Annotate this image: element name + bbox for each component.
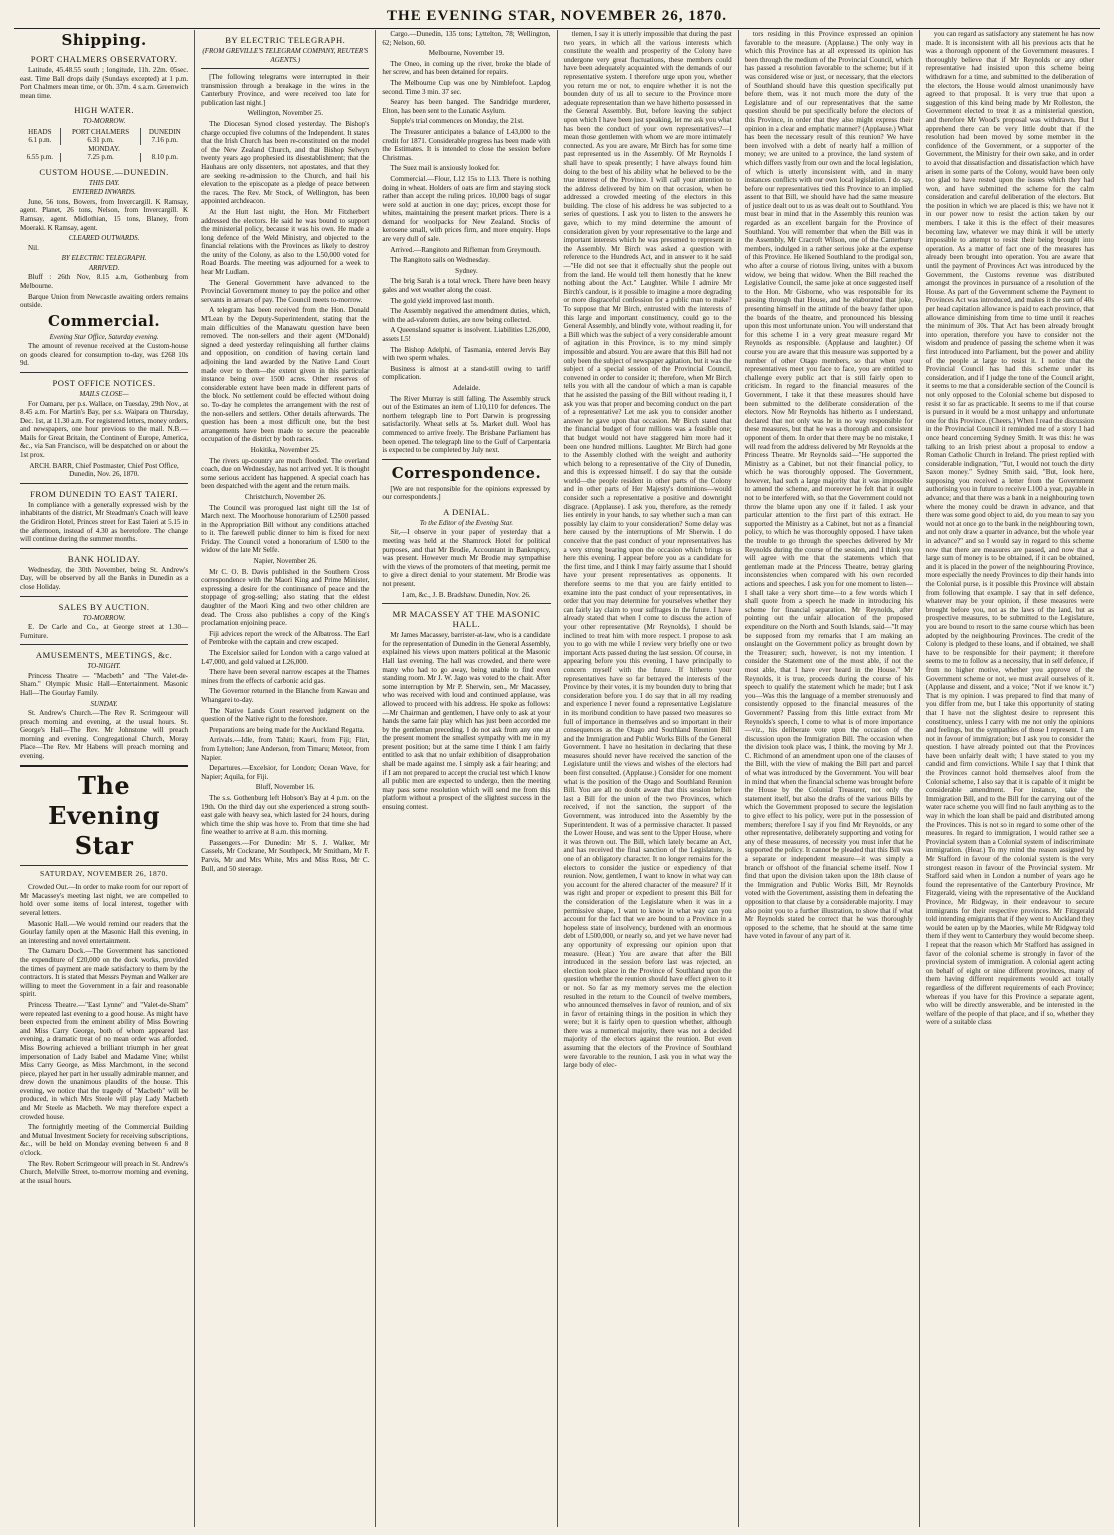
telegraph-heading: BY ELECTRIC TELEGRAPH. <box>225 35 346 45</box>
divider <box>20 865 188 866</box>
divider <box>20 644 188 645</box>
article-paragraph: The Assembly negatived the amendment duties, which, with the ad-valorem duties, are now being collected. <box>382 307 551 324</box>
post-text: For Oamaru, per p.s. Wallace, on Tuesday, 29th Nov., at 8.45 a.m. For Martin's Bay, per s.s. Waipara on Thursday, Dec. 1st, at 11.30 a.m. For registered letters, money orders, and newspapers, one hour previous to the mail. N.B.—Mails for Great Britain, the Continent of Europe, America, &c., via San Francisco, will be despatched on or about the 1st prox. <box>20 399 189 460</box>
commercial-text: The amount of revenue received at the Custom-house on goods cleared for consumption to-day, was £268 10s 9d. <box>20 342 189 368</box>
dateline-christchurch: Christchurch, November 26. <box>244 492 326 501</box>
article-paragraph: Mr C. O. B. Davis published in the Southern Cross correspondence with the Maori King and Prime Minister, expressing a desire for the continuance of peace and the stoppage of grog-selling; also stating that the eldest daughter of the Maori King and two other children are dead. The Cross also publishes a copy of the King's proclamation enjoining peace. <box>201 567 370 628</box>
dateline-wellington: Wellington, November 25. <box>247 109 323 118</box>
article-paragraph: The brig Sarah is a total wreck. There have been heavy gales and wet weather along the coast. <box>382 277 551 295</box>
macassey-text: Mr James Macassey, barrister-at-law, who is a candidate for the representation of Dunedin in the General Assembly, explained his views upon matters political at the Masonic Hall last evening. The hall was crowded, and there were many who had to go away, being unable to find even standing room. Mr J. W. Jago was voted to the chair. After some interruption by Mr P. Sherwin, sen., Mr Macassey, who was received with loud and continued applause, was allowed to proceed with his address. He spoke as follows:—Mr Chairman and gentlemen, I have only to ask at your hands the same fair play which has just been accorded me by the gentleman preceding. I do not ask from any one at the present moment the smallest sympathy with me in my present position; but at the same time I think I am fairly entitled to ask that no unfair exhibition of disapprobation shall be made against me. I simply ask a fair hearing; and if I am not prepared to accept the crucial test which I know all public men are expected to undergo, then the meeting may pass some resolution which will send me from this platform without a prospect of the slightest success in the ensuing contest. <box>382 631 551 812</box>
tide-monday-row <box>20 145 188 154</box>
article-paragraph: The River Murray is still falling. The Assembly struck out of the Estimates an item of L10,110 for defences. The northern telegraph line to Port Darwin is progressing satisfactorily. Wheat sells at 5s. Market dull. Wool has commenced to arrive freely. The Brisbane Parliament has been opened. The telegraph line to the Gulf of Carpentaria is expected to be completed by July next. <box>382 394 551 455</box>
holiday-heading: BANK HOLIDAY. <box>67 553 141 564</box>
paper-title: The Evening Star <box>48 770 160 860</box>
dateline-sydney: Sydney. <box>455 266 478 275</box>
customs-day: THIS DAY. <box>88 178 120 187</box>
dock-text: The Oamaru Dock.—The Government has sanctioned the expenditure of £20,000 on the dock works, provided the times of payment are made satisfactory to them by the contractors. It is stated that Messrs Peyman and Walker are willing to meet the Government in a fair and reasonable spirit. <box>20 947 189 999</box>
telegraph-note: [The following telegrams were interrupted in their transmission through a breakage in the wires in the Canterbury Province, and were received too late for publication last night.] <box>201 73 370 107</box>
article-paragraph: The Governor returned in the Blanche from Kawau and Whangarei to-day. <box>201 687 370 704</box>
auction-heading: SALES BY AUCTION. <box>58 601 150 612</box>
article-paragraph: The Council was prorogued last night till the 1st of March next. The Moorhouse honorarium of L2500 passed in the Appropriation Bill without any conditions attached to it. The farewell public dinner to him is fixed for next Friday. The Council voted a honorarium of L500 to the widow of the late Mr Selfe. <box>201 503 370 555</box>
divider <box>382 603 550 604</box>
article-paragraph: The Oneo, in coming up the river, broke the blade of her screw, and has been detained for repairs. <box>382 59 551 77</box>
auction-text: E. De Carle and Co., at George street at 1.30—Furniture. <box>20 623 189 640</box>
divider <box>20 483 188 484</box>
article-paragraph: The Native Lands Court reserved judgment on the question of the Native right to the foreshore. <box>201 706 370 724</box>
holiday-text: Wednesday, the 30th November, being St. Andrew's Day, will be observed by all the Banks in Dunedin as a close Holiday. <box>20 565 189 591</box>
article-paragraph: Supple's trial commences on Monday, the 21st. <box>390 117 524 126</box>
entered-heading: ENTERED INWARDS. <box>72 188 136 197</box>
observatory-text: Latitude, 45.48.55 south ; longitude, 11h. 22m. 05sec. east. Time Ball drops daily (Sundays excepted) at 1 p.m. Port Chalmers mean time, or 0h. 37m. 4 s.a.m. Greenwich mean time. <box>20 66 189 100</box>
telegraph-heading-1: BY ELECTRIC TELEGRAPH. <box>61 254 147 263</box>
correspondence-note: [We are not responsible for the opinions expressed by our correspondents.] <box>382 484 551 502</box>
tide-monday: MONDAY. <box>88 144 120 153</box>
taieri-heading: FROM DUNEDIN TO EAST TAIERI. <box>30 488 179 499</box>
dateline-hokitika: Hokitika, November 25. <box>250 445 320 454</box>
tide-cell: 7.25 p.m. <box>60 153 141 162</box>
article-paragraph: Arrived.—Rangitoto and Rifleman from Greymouth. <box>390 245 541 254</box>
scrimgeour-text: The Rev. Robert Scrimgeour will preach in St. Andrew's Church, Melville Street, to-morrow morning and evening, at the usual hours. <box>20 1159 189 1185</box>
article-paragraph: The rivers up-country are much flooded. The overland coach, due on Wednesday, has not arrived yet. It is thought some serious accident has happened. A special coach has been despatched with the agent and the return mails. <box>201 456 370 491</box>
article-paragraph: The Diocesan Synod closed yesterday. The Bishop's charge occupied five columns of the Independent. It states that the Irish Church has been re-constituted on the model of the New Zealand Church, and that Bishop Selwyn twenty years ago prophesied its disestablishment; that the Hauhaus are only dissenters, not apostates, and that they are seeking re-admission to the Church, and hail his elevation to the episcopate as a pledge of peace between the races. The Rev. Mr Stock, of Wellington, has been appointed archdeacon. <box>201 119 370 206</box>
article-paragraph: The gold yield improved last month. <box>390 296 494 305</box>
column-6 <box>920 30 1100 1527</box>
correspondence-heading: Correspondence. <box>391 463 542 482</box>
high-water-heading: HIGH WATER. <box>74 105 134 116</box>
article-paragraph: The Bishop Adelphi, of Tasmania, entered Jervis Bay with two sperm whales. <box>382 345 551 363</box>
cleared-heading: CLEARED OUTWARDS. <box>68 234 140 243</box>
amusements-text: Princess Theatre — "Macbeth" and "The Valet-de-Sham." Olympic Music Hall—Entertainment. Masonic Hall—The Gourlay Family. <box>20 671 189 697</box>
divider <box>201 68 369 69</box>
speech-continued: you can regard as satisfactory any statement he has now made. It is inconsistent with all his previous acts that he was a thorough opponent of the Government measures. I thoroughly believe that if Mr Reynolds or any other representative had insisted upon this scheme being withdrawn for a time, and submitted to the deliberation of the electors, the House would almost unanimously have agreed to that proposal. It is very true that upon a suggestion of this kind being made by Mr Rolleston, the Government elected to treat it as a ministerial question, and therefore Mr Wood's proposal was withdrawn. But I apprehend there can be very little doubt that if the resolution had been moved by some member in the confidence of the Government, or a supporter of the Government, the Ministry for their own sake, and in order to avoid that dissatisfaction and dissatisfaction which have arisen in some parts of the Colony, would have been only too glad to have rested upon the issues which they had won, and have submitted the scheme for the calm consideration and careful deliberation of the electors. But the position in which we are placed is this; we have not it in our power now to resist the action taken by our members. I take it this is the effect of their measures becoming law, whatever we may think it will be utterly impossible to attempt to resist their being brought into operation. As a matter of fact one of the measures has already been brought into operation. You are aware that until the payment of Provinces Act was introduced by the Government, the Customs revenue was distributed amongst the provinces in pursuance of a resolution of the House. As part of the Government scheme the Payment to Provinces Act was introduced, and makes it the sum of 40s per head capitation allowance is paid to each province, that allowance diminishing from time to time until it reaches the minimum of 30s. That Act has been already brought into operation, therefore you have to consider not the wisdom and prudence of passing the scheme when it was first introduced into Parliament, but the power and ability of the people at large to resist it. I notice that the Provincial Council has had this scheme under its consideration, and if I judge the tone of the Council aright, it seems to me that a considerable section of the Council is not only opposed to the Colonial scheme but disposed to resist it so far as practicable. It seems to me if that course is pursued in it would be a most unhappy and unfortunate one for this Province. (Cheers.) When I read the discussion in the Provincial Council it reminded me of a story I had once heard concerning Sydney Smith. It was this: he was talking to an Irish priest about a proposal to endow a Roman Catholic Church in Ireland. The priest replied with considerable indignation, "Tut, I would not touch the dirty Saxon money." Sydney Smith said, "But, look here, supposing you received a letter from the Government authorising you in future to receive L100 a year, payable in advance; and that there was a bank in a neighbouring town where the money could be drawn in advance, and that there was some good object to aid, do you mean to say you would not at once go to the bank in the neighbouring town, and not only draw a quarter in advance, but the whole year in advance?" and so I would say in regard to this scheme now that there are measures are passed, and now that a large sum of money is to be obtained, if it can be obtained, and it is placed in the power of the neighbouring Province, more especially the needy Provinces to dip their hands into the Colonial purse, is it possible this Province will abstain from following that example. I say that in self defence, whatever may be your opinion, if these measures were brought before you, not as the laws of the land, but as prospective measures, to be submitted to the Legislature, you are bound to resort to the same course which has been adopted by the neighbouring Provinces. The credit of the Colony is pledged to these loans, and if obtained, we shall have to be responsible for their payment; it therefore seems to me to follow as a necessity, that in self defence, if from no higher motive, whether you approve of the Government scheme or not, we must avail ourselves of it. (Applause and dissent, and a voice; "Not if we know it.") That is my opinion. I was prepared to find that many of you differ from me, but I take this opportunity of stating that I have not the slightest desire to represent this constituency, unless I carry with me not only the opinions and feelings, but the sympathies of those I represent. I am not in favour of immigration; but I ask you to consider the question. I have already pointed out that the Provinces have been unfairly dealt with; I have stated to you my candid and firm convictions. While I say that I think that the Provinces cannot hold themselves aloof from the Colonial scheme, I also say that it is capable of it might be considerable amendment. For instance, take the Immigration Bill, and to the Bill for the carrying out of the water race scheme you will find no fault anything as to the way in which the loan shall be paid and distributed among the Provinces. This is not so in regard to some other of the measures. In regard to immigration, I would rather see a Provincial system than a Colonial system of indiscriminate immigration. (Hear.) To my mind the reason assigned by Mr Stafford in favour of the colonial system is the very strongest reason in favour of the Provincial system. Mr Stafford said when in London a number of years ago he found the representative of the Canterbury Province, Mr Fitzgerald, vieing with the representative of the Auckland Province, Mr Ridgway, in their endeavour to secure immigrants for their respective provinces. Mr Fitzgerald told intending emigrants that if they went to Auckland they would be eaten up by the Maories, while Mr Ridgway told them if they went to Canterbury they would become sheep. I repeat that the reason which Mr Stafford has assigned in favor of the colonial scheme is strongly in favor of the provincial system of immigration. A colonial agent acting on behalf of eight or nine different provinces, many of them having different requirements would act totally regardless of the different requirements of each Province; whereas if you have for this Province a separate agent, who will be directly answerable, and be interested in the welfare of the people of that place, and if so, whether they were of a suitable class <box>925 30 1095 1027</box>
macassey-heading: MR MACASSEY AT THE MASONIC HALL. <box>392 609 541 630</box>
masthead: THE EVENING STAR, NOVEMBER 26, 1870. <box>14 8 1100 29</box>
divider <box>20 548 188 549</box>
tide-header-row <box>20 128 188 137</box>
crowded-text: Crowded Out.—In order to make room for our report of Mr Macassey's meeting last night, we are compelled to hold over some items of local interest, together with several letters. <box>20 883 189 917</box>
speech-continued: tors residing in this Province expressed an opinion favorable to the measure. (Applause.) The only way in which this Province has at all expressed its opinion has been through the medium of the Provincial Council, which has passed a resolution favorable to the scheme; but if it was considered wise or just, or necessary, that the electors of Southland should have this question specifically put before them, was it not much more the duty of the Legislature and of our representatives that the same question should be put specifically before the electors of this Province, in order that they also might express their opinion in a clear and emphatic manner? (Applause.) What has been the necessary result of this reunion? We have been involved with a debt of nearly half a million of money; we are united to a province, the land system of which differs vastly from our own and the local legislation, of which is utterly inconsistent with, and in many instances conflicts with our own local legislation. I do say, before our representatives tied this Province to an implied assent to that Bill, we should have had the same measure of justice dealt out to us as was dealt out to Southland. You must bear in mind that in the Assembly this reunion was regarded as an excellent bargain for the Province of Southland. You will remember that when the Bill was in the Assembly, Mr Cracroft Wilson, one of the Canterbury members, indulged in a rather serious joke at the expense of this Province. He likened Southland to the prodigal son, who after a course of riotous living, unites with a buxom widow, we being that widow. When the Bill reached the Legislative Council, the same joke at once suggested itself to the Hon. Mr Gisborne, who was responsible for its passing through that House, and he elaborated that joke, presenting himself in the attitude of the heavy father upon the boards of the theatre, and pronounced his blessing upon this most unfortunate union. You will understand that for this scheme I in a very great measure regard Mr Reynolds as responsible. (Applause and laughter.) Of course you are aware that this measure was supported by a number of other Otago members, so that when your representatives meet you face to face, you are entitled to challenge every public act that is still fairly open to criticism. In regard to the financial measures of the Government, I take it that these measures should have been submitted to the deliberate consideration of the electors. Now Mr Reynolds has hitherto as I understand, declared that not only was he in no way responsible for these measures, but that he was a thorough and consistent opponent of them. In order that there may be no mistake, I will read from the address delivered by Mr Reynolds at the Princess Theatre. Mr Reynolds said—"He supported the Ministry as a Cabinet, but not their financial policy, to which he was thoroughly opposed. The Government, however, had such a large majority that it was impossible to amend the scheme, and moreover he felt that it ought not to be interfered with, so that the Government could not throw the blame upon any one if it failed. I ask your particular attention to the first part of this extract. He supported the Ministry as a Cabinet, but not as a financial policy, to which he was thoroughly opposed. I have taken the trouble to go through the speeches delivered by Mr Reynolds during the course of the session, and I think you will agree with me that the statements which that gentleman made at the Princess Theatre, betray glaring inconsistencies when compared with his own recorded actions and speeches. I ask you for one moment to listen—I shall take a very short time—to a few words which I shall quote from a speech he made in introducing his scheme for financial separation. Mr Reynolds, after pointing out the unfair allocation of the proposed expenditure on the North and South Islands, said—"It may be supposed from my remarks that I am making an onslaught on the Government policy as brought down by the Treasurer; such, however, is not my intention. I consider the Statement one of the most able, if not the most able, that I have ever heard in the House." Mr Reynolds, it is true, proceeds during the course of his speech to qualify the statement which he made; but I ask you—Was this the language of a member strenuously and consistently opposed to the financial measures of the Government? Passing from this little extract from Mr Reynolds's speech, I come to what is of more importance—viz., his deliberate vote upon the occasion of the discussion upon the Immigration Bill. The occasion when the division took place was, I think, the moving by Mr J. C. Richmond of an amendment upon one of the clauses of the Bill, with the view of making the Bill part and parcel of what was introduced by the Government. You will bear in mind that when the financial scheme was brought before the House by the Colonial Treasurer, not only the statement itself, but also the drafts of the various Bills by which the Government proposed to secure the legislation to give effect to his policy, were put in the possession of members; therefore I say if you find Mr Reynolds, or any other representative, deliberately supporting and voting for any of these measures, of necessity you must infer that he supported the policy. It cannot be pleaded that this Bill was a separate or independent measure—it was simply a branch or offshoot of the financial scheme itself. Now I find that upon the division taken upon the 18th clause of the Immigration and Public Works Bill, Mr Reynolds voted with the Government, assisting them in defeating the opposition to that clause by a considerable majority. I may also point you to a further illustration, to show that if what Mr Reynolds stated be correct that he was thoroughly opposed to the scheme, that he should at the same time have voted in favour of any part of it. <box>744 30 913 941</box>
masonic-text: Masonic Hall.—We would remind our readers that the Gourlay family open at the Masonic Hall this evening, in an interesting and novel entertainment. <box>20 919 189 945</box>
amusements-heading: AMUSEMENTS, MEETINGS, &c. <box>35 650 173 661</box>
entered-text: June, 56 tons, Bowers, from Invercargill. K Ramsay, agent. Planet, 26 tons, Nelson, from Invercargill. K Ramsay, agent. Midlothian, 15 tons, Blaney, from Moeraki. K Ramsay, agent. <box>20 197 189 232</box>
post-sign: ARCH. BARR, Chief Postmaster, Chief Post Office, Dunedin, Nov. 26, 1870. <box>29 461 179 479</box>
article-paragraph: The Excelsior sailed for London with a cargo valued at L47,000, and gold valued at L26,000. <box>201 649 370 666</box>
divider <box>20 372 188 373</box>
article-paragraph: Searey has been hanged. The Sandridge murderer, Elton, has been sent to the Lunatic Asylum. <box>382 98 551 115</box>
article-paragraph: Arrivals.—Idle, from Tahiti; Kauri, from Fiji; Flirt, from Lyttelton; Jane Anderson, from Timaru; Meteor, from Napier. <box>201 736 370 762</box>
divider <box>20 765 188 767</box>
amusements-text-2: St. Andrew's Church.—The Rev R. Scrimgeour will preach morning and evening, at the usual hours. St. George's Hall—The Rev. Mr Johnstone will preach morning and evening. Congregational Church, Moray Place—The Rev. Mr Habens will preach morning and evening. <box>20 709 189 761</box>
tide-col-heads: HEADS <box>20 128 60 137</box>
denial-sign: I am, &c., J. B. Bradshaw. Dunedin, Nov. 26. <box>402 590 531 599</box>
article-paragraph: The s.s. Gothenburg left Hobson's Bay at 4 p.m. on the 19th. On the third day out she experienced a strong south-east gale with heavy sea, which lasted for 24 hours, during which time the ship was hove to. From that time she had fine weather to arrive at 8 a.m. this morning. <box>201 793 370 837</box>
tide-cell: 6.55 p.m. <box>20 153 60 162</box>
article-paragraph: Preparations are being made for the Auckland Regatta. <box>209 725 365 734</box>
tide-col-dunedin: DUNEDIN <box>148 127 181 136</box>
paper-date: SATURDAY, NOVEMBER 26, 1870. <box>39 868 169 878</box>
observatory-heading: PORT CHALMERS OBSERVATORY. <box>30 54 178 64</box>
tide-col-port: PORT CHALMERS <box>60 128 141 137</box>
article-paragraph: Cargo.—Dunedin, 135 tons; Lyttelton, 78; Wellington, 62; Nelson, 60. <box>382 30 551 47</box>
barque-text: Barque Union from Newcastle awaiting orders remains outside. <box>20 292 189 310</box>
cleared-text: Nil. <box>28 243 39 252</box>
high-water-tomorrow: TO-MORROW. <box>82 117 126 126</box>
article-paragraph: The General Government have advanced to the Provincial Government money to pay the police and other servants in arrears of pay. The Council meets to-morrow. <box>201 278 370 304</box>
commercial-sub: Evening Star Office, Saturday evening. <box>49 332 159 341</box>
tide-cell: 8.10 p.m. <box>151 153 179 162</box>
article-paragraph: Departures.—Excelsior, for London; Ocean Wave, for Napier; Aquila, for Fiji. <box>201 764 370 781</box>
column-5 <box>739 30 920 1527</box>
article-paragraph: A Queensland squatter is insolvent. Liabilities L26,000, assets L5! <box>382 326 551 343</box>
princess-text: Princess Theatre.—"East Lynne" and "Valet-de-Sham" were repeated last evening to a good house. As might have been expected from the eminent ability of Miss Bowring and Miss Carry George, both of whom appeared last evening, a dramatic treat of no mean order was afforded. Miss Bowring achieved a brilliant triumph in her great impersonation of Lady Isabel and Madame Vine; whilst Miss Carry George, as Miss Marchmont, in the second piece, played her part in her usually admirable manner, and drew down the unanimous plaudits of the house. This evening, we notice that the tragedy of "Macbeth" will be produced, in which Mrs Steele will play Lady Macbeth and Mr Steele as Macbeth. We may therefore expect a crowded house. <box>20 1000 189 1121</box>
tide-table <box>20 128 188 162</box>
mails-close: MAILS CLOSE— <box>79 390 129 398</box>
arrived-text: Bluff : 26th Nov, 8.15 a.m, Gothenburg from Melbourne. <box>20 273 189 290</box>
dateline-napier: Napier, November 26. <box>253 557 317 566</box>
column-3 <box>376 30 557 1527</box>
dateline-adelaide: Adelaide. <box>452 383 481 392</box>
article-paragraph: Commercial.—Flour, L12 15s to L13. There is nothing doing in wheat. Holders of oats are firm and staying stock rather than accept the ruling prices. 10,000 bags of sugar were sold at auction in one day; prices, except those for whites, maintaining the present market prices. There is a demand for woolpacks for New Zealand. Stocks of kerosene small, with prices firm, and more enquiry. Hops are very dull of sale. <box>382 174 551 244</box>
tide-cell: 7.16 p.m. <box>151 136 179 145</box>
article-paragraph: The Rangitoto sails on Wednesday. <box>390 256 490 265</box>
dateline-bluff: Bluff, November 16. <box>255 783 315 792</box>
fortnightly-text: The fortnightly meeting of the Commercial Building and Mutual Investment Society for receiving subscriptions, &c., will be held on Monday evening between 6 and 8 o'clock. <box>20 1123 189 1158</box>
customs-heading: CUSTOM HOUSE.—DUNEDIN. <box>39 166 169 177</box>
article-paragraph: At the Hutt last night, the Hon. Mr Fitzherbert addressed the electors. He said he was bound to support the ministerial policy, because it was his own. He made a long defence of the Weld Ministry, and objected to the financial relations with the Provinces as likely to destroy the unity of the Colony, as also to the L50,000 voted for Road Boards. The meeting was adjourned for a week to hear Mr Ludlam. <box>201 207 370 277</box>
denial-heading: A DENIAL. <box>443 506 490 517</box>
column-2 <box>195 30 376 1527</box>
tide-row-2 <box>20 153 188 162</box>
article-paragraph: The Suez mail is anxiously looked for. <box>390 164 500 173</box>
arrived-heading: ARRIVED. <box>88 263 120 272</box>
article-paragraph: The Melbourne Cup was one by Nimblefoot. Lapdog second. Time 3 min. 37 sec. <box>382 78 551 96</box>
tide-cell: 6.1 p.m. <box>20 136 60 145</box>
amusements-sunday: SUNDAY. <box>90 699 118 708</box>
column-1 <box>14 30 195 1527</box>
tide-cell: 6.31 p.m. <box>60 136 141 145</box>
tide-row-1 <box>20 136 188 145</box>
article-paragraph: Passengers.—For Dunedin: Mr S. J. Walker, Mr Cassels, Mr Cockrane, Mr Southpeck, Mr Smitham, Mr F. Parvis, Mr and Mrs White, Mrs and Miss Ross, Mr C. Bull, and 50 steerage. <box>201 838 370 873</box>
article-paragraph: Business is almost at a stand-still owing to tariff complication. <box>382 364 551 382</box>
commercial-heading: Commercial. <box>48 311 161 330</box>
divider <box>382 459 550 460</box>
article-paragraph: Fiji advices report the wreck of the Albatross. The Earl of Pembroke with the captain and crew escaped. <box>201 629 370 647</box>
article-paragraph: A telegram has been received from the Hon. Donald M'Lean by the Deputy-Superintendent, stating that the main difficulties of the Manawatu question have been removed. The non-sellers and their agent (M'Donald) signed a deed yesterday relinquishing all further claims and opposition, on condition of having certain land adjoining the land awarded by the Native Land Court made over to them—the extent given in this particular instance being over 1500 acres. Other reserves of considerable extent have been made in different parts of the block. No settlement could be effected without doing so. To-day he completes the arrangement with the rest of the non-sellers and settlers. Other details afterwards. The question has been a most difficult one, but the best arrangements have been made to secure the peaceable occupation of the district by both races. <box>201 306 370 444</box>
telegraph-sub: (FROM GREVILLE'S TELEGRAM COMPANY, REUTER'S AGENTS.) <box>202 47 369 64</box>
article-paragraph: There have been several narrow escapes at the Thames mines from the effects of carbonic acid gas. <box>201 668 370 685</box>
article-paragraph: The Treasurer anticipates a balance of L43,000 to the credit for 1871. Considerable progress has been made with the Estimates. It is intended to close the session before Christmas. <box>382 127 551 162</box>
denial-text: Sir,—I observe in your paper of yesterday that a meeting was held at the Shamrock Hotel for political purposes, and that Mr Brodie, Accountant in Bankruptcy, was present. However much Mr Brodie may sympathise with the views of the promoters of that meeting, permit me to give a direct denial to your statement. Mr Brodie was not present. <box>382 528 551 588</box>
post-heading: POST OFFICE NOTICES. <box>52 378 156 388</box>
denial-to: To the Editor of the Evening Star. <box>419 518 514 527</box>
speech-continued: tlemen, I say it is utterly impossible that during the past two years, in which all the various interests which constitute the wealth and prosperity of the Colony have undergone very great fluctuations, these members could have been adequately acquainted with the demands of our representative system. I therefore urge upon you, whether you return me or not, to enquire whether it is not the bounden duty of us all to secure to the Province more adequate representation than we have hitherto possessed in the General Assembly. But, before leaving the subject upon which I have been just speaking, let me ask you what has been the conduct of your own representatives?—I mean those gentlemen with whom we are more intimately connected. As you are aware, Mr Birch has for some time past represented us in the Assembly. Of Mr Reynolds I shall have to speak presently; I have always found him doing to the best of his ability what he believed to be the true interest of the Province. I will call your attention to the address delivered by him on that occasion, when he addressed a crowded meeting of the electors in this building. The close of his address he was subjected to a series of questions. I ask you to listen to the answers he gave, which to my mind determine the amount of consideration given by your representative to the large and important interests which he was presumed to represent in the Assembly. Mr Birch was asked a question with reference to the Hundreds Act, and in answer to it he said—"He did not see that it effectually shut the people out from the land. He would tell them honestly that he knew nothing about the Act." Laughter. While I admire Mr Birch's candour, is it possible to imagine a more degrading or more disgraceful confession for a public man to make? To suppose that Mr Birch, entrusted with the interests of this large and important constituency, could go to the General Assembly, and blindly vote, without reading it, for a Bill which was the subject of a very considerable amount of agitation in this Province, is to my mind simply impossible and absurd. You are aware that this Bill had not only been the subject of newspaper agitation, but it was the subject of a special session of the Provincial Council, convened in order to consider it; therefore, when Mr Birch tells you with all the candour of which a man is capable that he assisted the passing of the Bill without reading it, I ask you was that proper and becoming conduct on the part of a representative? Let me ask you to consider another answer he gave upon that occasion. Mr Birch stated that the financial budget of four millions was a feasible one; that budget would not have staggered him more had it been one hundred millions. Laughter. Mr Birch had gone to the Assembly clothed with the weight and authority which belong to a representative of the City of Dunedin, and this is expressed himself. I do say that the outside world—the people resident in other parts of the Colony and in other parts of Her Majesty's dominions—would consider such a representative a positive and downright disgrace. (Applause). I ask you, therefore, as the remedy lies entirely in your hands, to say whether such a man can possibly lay claim to your consideration? Some delay was here caused by the interruptions of Mr Sherwin. I do conceive that the past conduct of your representatives has a very strong bearing upon the occasion which brings us here this evening. I appear before you as a candidate for the first time, and I think I may fairly assume that I should have your present representatives as opponents. It therefore seems to me that you are fairly entitled to examine into the past conduct of your representatives, in order that you may determine for yourselves whether they can fairly lay claim to your suffrages in the future. I have already stated that when I come to discuss the action of your other representative (Mr Reynolds), I should be inclined to treat him with more respect. I propose to ask you to go with me while I review very briefly one or two important Acts passed during the last session. Of course, in appearing before you this evening, I have principally to concern myself with the future. If hitherto your representatives have so far betrayed the interests of the Province by their votes, it is my bounden duty to bring that consideration before you. I do say that in all my reading and experience I never found a representative Legislature in its moribund condition to have passed two measures so full of importance in themselves and so important in their consequences as the Otago and Southland Reunion Bill and the Immigration and Public Works Bills of the General Government. I have no hesitation in declaring that these measures should never have received the sanction of the Legislature until the views and wishes of the electors had been first consulted. (Applause.) Consider for one moment what is the position of the Otago and Southland Reunion Bill. You are all no doubt aware that this session before last a Bill for the union of the two Provinces, which received, if not the sanction, the support of the Government, was introduced into the Assembly by the Superintendent. It was of a permissive character. It passed the Lower House, and was sent to the Upper House, where it was thrown out. The Bill, which lately became an Act, and has received the final sanction of the Legislature, is one of an obligatory character. It no longer remains for the electors to consider the justice or expediency of that reunion. Now, gentlemen, I want to know in what way can you account for the altered character of the measure? If it was right and proper or expedient to present this Bill for the consideration of the Legislature when it was in a permissive shape, I want to know in what way can you account for the fact that we are bound to a Province in a hopeless state of insolvency, burdened with an enormous debt of L500,000, or nearly so, and yet we have never had any opportunity of expressing our opinion upon that measure. (Hear.) You are aware that after the Bill introduced in the session before last was rejected, an election took place in the Province of Southland upon the question whether the reunion should have effect given to it or not. So far as my memory serves me the election resulted in the return to the Council of twelve members, who announced themselves in favor of reunion, and of six in favor of retaining things in the position in which they were; but it is fairly open to question whether, although there was a numerical majority, there was not a decided majority of the electors against the reunion. But even assuming that the electors of the Province of Southland were favorable to the reunion, I ask you in what way the large body of elec- <box>563 30 732 1070</box>
column-4 <box>558 30 739 1527</box>
columns <box>14 30 1100 1527</box>
shipping-heading: Shipping. <box>61 31 147 49</box>
auction-tomorrow: TO-MORROW. <box>82 613 126 622</box>
divider <box>20 596 188 597</box>
amusements-tonight: TO-NIGHT. <box>87 662 121 671</box>
dateline-melbourne: Melbourne, November 19. <box>428 49 505 58</box>
taieri-text: In compliance with a generally expressed wish by the inhabitants of the district, Mr Steadman's Coach will leave the Gridiron Hotel, Princes street for East Taieri at 5.15 in the afternoon, instead of 4.30 as heretofore. The change will continue during the summer months. <box>20 500 189 544</box>
